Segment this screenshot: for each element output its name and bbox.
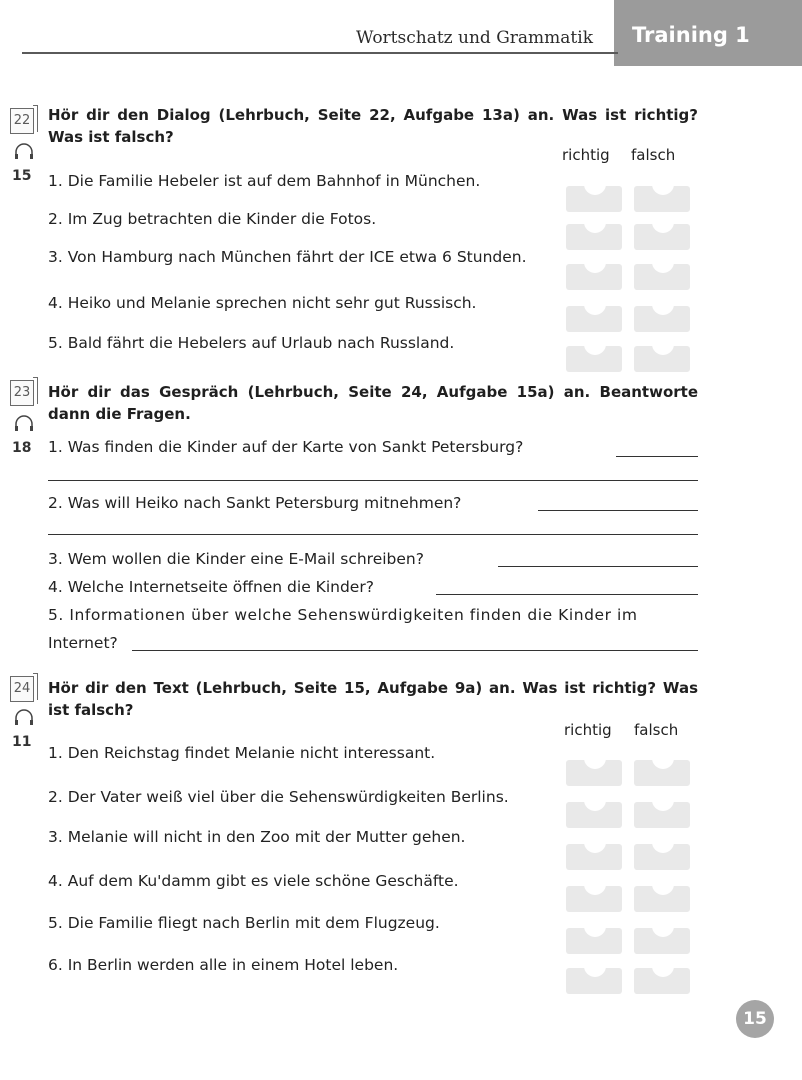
answer-line[interactable]: [48, 534, 698, 535]
statement: 1. Den Reichstag findet Melanie nicht interessant.: [48, 744, 436, 762]
question: 1. Was finden die Kinder auf der Karte von Sankt Petersburg?: [48, 438, 524, 456]
answer-box-falsch[interactable]: [634, 802, 690, 828]
statement: 2. Im Zug betrachten die Kinder die Fotos.: [48, 210, 377, 228]
answer-box-richtig[interactable]: [566, 186, 622, 212]
answer-box-falsch[interactable]: [634, 306, 690, 332]
answer-line[interactable]: [48, 480, 698, 481]
answer-line[interactable]: [538, 510, 698, 511]
answer-box-falsch[interactable]: [634, 224, 690, 250]
question: 3. Wem wollen die Kinder eine E-Mail schreiben?: [48, 550, 424, 568]
answer-box-falsch[interactable]: [634, 928, 690, 954]
answer-box-falsch[interactable]: [634, 968, 690, 994]
section-title: Wortschatz und Grammatik: [356, 28, 594, 48]
exercise-instruction: Hör dir den Text (Lehrbuch, Seite 15, Aufgabe 9a) an. Was ist richtig? Was ist falsch?: [48, 679, 698, 719]
answer-box-richtig[interactable]: [566, 844, 622, 870]
header-rule: [22, 52, 618, 54]
exercise-instruction: Hör dir den Dialog (Lehrbuch, Seite 22, Aufgabe 13a) an. Was ist richtig? Was ist falsch?: [48, 106, 698, 146]
question-continuation: Internet?: [48, 634, 118, 652]
exercise-number: 24: [10, 676, 34, 702]
answer-box-richtig[interactable]: [566, 802, 622, 828]
answer-box-richtig[interactable]: [566, 306, 622, 332]
answer-line[interactable]: [436, 594, 698, 595]
answer-line[interactable]: [498, 566, 698, 567]
column-richtig: richtig: [562, 146, 610, 164]
answer-box-falsch[interactable]: [634, 346, 690, 372]
page-number: 15: [736, 1000, 774, 1038]
answer-box-richtig[interactable]: [566, 886, 622, 912]
headphones-icon: [13, 142, 35, 160]
answer-box-richtig[interactable]: [566, 968, 622, 994]
question: 4. Welche Internetseite öffnen die Kinder?: [48, 578, 374, 596]
answer-box-richtig[interactable]: [566, 224, 622, 250]
answer-line[interactable]: [616, 456, 698, 457]
statement: 3. Von Hamburg nach München fährt der ICE etwa 6 Stunden.: [48, 248, 527, 266]
answer-box-falsch[interactable]: [634, 264, 690, 290]
answer-box-falsch[interactable]: [634, 186, 690, 212]
audio-track-number: 11: [12, 734, 32, 750]
column-richtig: richtig: [564, 721, 612, 739]
question: 2. Was will Heiko nach Sankt Petersburg mitnehmen?: [48, 494, 462, 512]
answer-box-richtig[interactable]: [566, 346, 622, 372]
statement: 4. Auf dem Ku'damm gibt es viele schöne Geschäfte.: [48, 872, 459, 890]
statement: 6. In Berlin werden alle in einem Hotel leben.: [48, 956, 399, 974]
answer-box-falsch[interactable]: [634, 886, 690, 912]
answer-box-falsch[interactable]: [634, 760, 690, 786]
answer-box-falsch[interactable]: [634, 844, 690, 870]
column-falsch: falsch: [634, 721, 679, 739]
question: 5. Informationen über welche Sehenswürdigkeiten finden die Kinder im: [48, 606, 638, 624]
answer-box-richtig[interactable]: [566, 264, 622, 290]
statement: 5. Die Familie fliegt nach Berlin mit dem Flugzeug.: [48, 914, 440, 932]
statement: 1. Die Familie Hebeler ist auf dem Bahnhof in München.: [48, 172, 481, 190]
column-falsch: falsch: [631, 146, 676, 164]
audio-track-number: 15: [12, 168, 32, 184]
audio-track-number: 18: [12, 440, 32, 456]
training-tab: Training 1: [614, 0, 802, 66]
statement: 3. Melanie will nicht in den Zoo mit der Mutter gehen.: [48, 828, 466, 846]
answer-line[interactable]: [132, 650, 698, 651]
exercise-number: 23: [10, 380, 34, 406]
statement: 5. Bald fährt die Hebelers auf Urlaub nach Russland.: [48, 334, 455, 352]
headphones-icon: [13, 708, 35, 726]
statement: 4. Heiko und Melanie sprechen nicht sehr gut Russisch.: [48, 294, 477, 312]
answer-box-richtig[interactable]: [566, 928, 622, 954]
headphones-icon: [13, 414, 35, 432]
answer-box-richtig[interactable]: [566, 760, 622, 786]
statement: 2. Der Vater weiß viel über die Sehenswürdigkeiten Berlins.: [48, 788, 509, 806]
exercise-number: 22: [10, 108, 34, 134]
exercise-instruction: Hör dir das Gespräch (Lehrbuch, Seite 24, Aufgabe 15a) an. Beantworte dann die Fragen.: [48, 383, 698, 423]
